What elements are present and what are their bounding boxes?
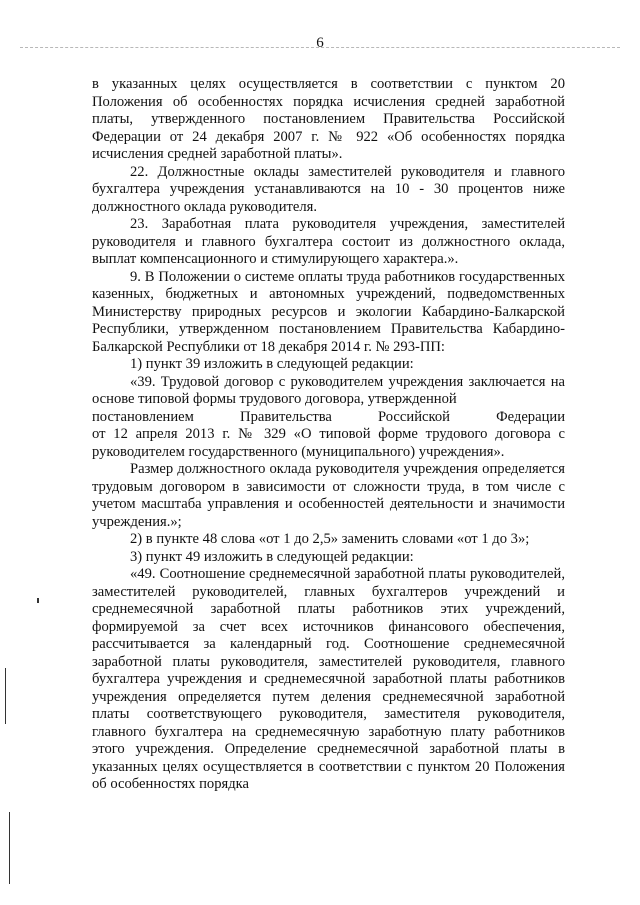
paragraph: в указанных целях осуществляется в соответствии с пунктом 20 Положения об особенностях порядка исчисления средней заработной платы, утвержденного постановлением Правительства Российской Федерации от 24 декабря 2007 г. № 922 «Об особенностях порядка исчисления средней заработной платы».	[92, 76, 565, 162]
paragraph: 3) пункт 49 изложить в следующей редакции:	[130, 548, 414, 565]
document-body	[92, 76, 565, 794]
paragraph: 2) в пункте 48 слова «от 1 до 2,5» заменить словами «от 1 до 3»;	[130, 531, 530, 547]
paragraph: 22. Должностные оклады заместителей руководителя и главного бухгалтера учреждения устанавливаются на 10 - 30 процентов ниже должностного оклада руководителя.	[92, 163, 565, 215]
word: постановлением	[92, 408, 194, 425]
word: Федерации	[496, 408, 565, 425]
scan-artifact-mark	[37, 598, 39, 603]
paragraph: «49. Соотношение среднемесячной заработной платы руководителей, заместителей руководителей, главных бухгалтеров учреждений и среднемесячной заработной платы работников этих учреждений, формируемой за счет всех источников финансового обеспечения, рассчитывается за календарный год. Соотношение среднемесячной заработной платы руководителя, заместителей руководителя, главного бухгалтера учреждения и среднемесячной заработной платы работников учреждения определяется путем деления среднемесячной заработной платы соответствующего руководителя, заместителя руководителя, главного бухгалтера на среднемесячную заработную плату работников этого учреждения. Определение среднемесячной заработной платы в указанных целях осуществляется в соответствии с пунктом 20 Положения об особенностях порядка	[92, 566, 565, 792]
paragraph: 9. В Положении о системе оплаты труда работников государственных казенных, бюджетных и автономных учреждений, подведомственных Министерству природных ресурсов и экологии Кабардино-Балкарской Республики, утвержденном постановлением Правительства Кабардино-Балкарской Республики от 18 декабря 2014 г. № 293-ПП:	[92, 268, 565, 355]
paragraph: 23. Заработная плата руководителя учреждения, заместителей руководителя и главного бухгалтера состоит из должностного оклада, выплат компенсационного и стимулирующего характера.».	[92, 216, 565, 267]
header-divider	[20, 47, 620, 49]
word: Правительства	[240, 408, 332, 425]
scan-artifact-line	[9, 812, 10, 884]
paragraph: «39. Трудовой договор с руководителем учреждения заключается на основе типовой формы трудового договора, утвержденной	[92, 373, 565, 407]
spaced-line	[92, 409, 565, 427]
page-number: 6	[316, 35, 324, 51]
word: Российской	[378, 408, 450, 425]
paragraph: от 12 апреля 2013 г. № 329 «О типовой форме трудового договора с руководителем государственного (муниципального) учреждения».	[92, 426, 565, 460]
paragraph: 1) пункт 39 изложить в следующей редакции:	[130, 356, 414, 372]
paragraph: Размер должностного оклада руководителя учреждения определяется трудовым договором в зависимости от сложности труда, в том числе с учетом масштаба управления и особенностей деятельности и значимости учреждения.»;	[92, 461, 565, 530]
scan-artifact-line	[5, 668, 6, 724]
